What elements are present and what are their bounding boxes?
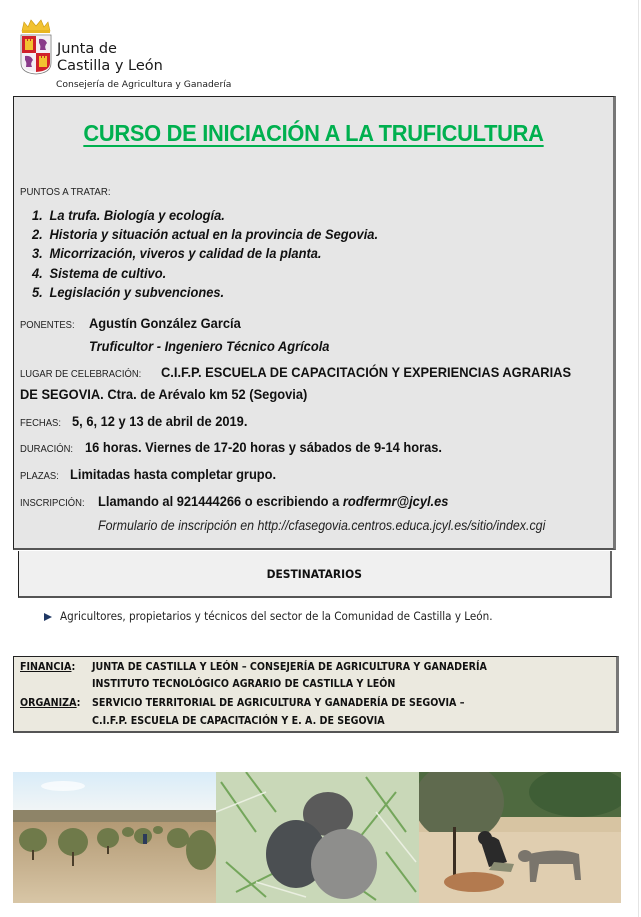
duration-row: [20, 439, 473, 457]
places-label: PLAZAS:: [20, 470, 59, 482]
speaker-role-row: [89, 338, 350, 356]
photo-black-truffles: [216, 772, 419, 903]
registration-row: [20, 493, 479, 511]
venue-row-2: [20, 386, 332, 404]
places-row: [20, 466, 294, 484]
duration-label: DURACIÓN:: [20, 443, 74, 455]
topic-item: 2. Historia y situación actual en la provincia de Segovia.: [32, 226, 379, 243]
registration-label: INSCRIPCIÓN:: [20, 497, 85, 509]
coat-of-arms-icon: [19, 19, 53, 75]
topic-item: 4. Sistema de cultivo.: [32, 264, 167, 281]
organiza-line-1: SERVICIO TERRITORIAL DE AGRICULTURA Y GANADERÍA DE SEGOVIA –: [92, 697, 465, 709]
financia-label: FINANCIA: [20, 661, 72, 673]
speaker-role: Truficultor - Ingeniero Técnico Agrícola: [89, 338, 330, 354]
course-info-box: [13, 96, 616, 550]
triangle-bullet-icon: [44, 613, 52, 621]
department-name: Consejería de Agricultura y Ganadería: [56, 79, 232, 90]
audience-item-text: Agricultores, propietarios y técnicos del sector de la Comunidad de Castilla y León.: [60, 610, 493, 623]
speakers-label: PONENTES:: [20, 319, 75, 331]
truffles-image: [216, 772, 419, 903]
dates-label: FECHAS:: [20, 417, 61, 429]
topics-label: PUNTOS A TRATAR:: [20, 186, 111, 198]
organiza-label: ORGANIZA: [20, 697, 77, 709]
audience-header-box: [18, 551, 612, 598]
venue-line1: C.I.F.P. ESCUELA DE CAPACITACIÓN Y EXPERIENCIAS AGRARIAS: [161, 364, 572, 380]
speakers-row: [20, 315, 254, 333]
financia-line-2: INSTITUTO TECNOLÓGICO AGRARIO DE CASTILLA Y LEÓN: [92, 678, 396, 690]
photo-strip: [13, 772, 621, 903]
topic-item: 1. La trufa. Biología y ecología.: [32, 207, 225, 223]
topic-list: [32, 206, 408, 302]
organiza-line-2: C.I.F.P. ESCUELA DE CAPACITACIÓN Y E. A. DE SEGOVIA: [92, 715, 385, 727]
topic-item: 3. Micorrización, viveros y calidad de la planta.: [32, 245, 322, 262]
photo-truffle-hunter-dog: [419, 772, 621, 903]
financia-row: FINANCIA:: [20, 661, 76, 673]
org-name-line1: Junta de: [57, 41, 117, 57]
funding-box: [13, 656, 619, 733]
hunter-dog-image: [419, 772, 621, 903]
speaker-name: Agustín González García: [89, 315, 241, 331]
course-title: CURSO DE INICIACIÓN A LA TRUFICULTURA: [83, 120, 544, 146]
organiza-row: ORGANIZA:: [20, 697, 81, 709]
registration-value: Llamando al 921444266 o escribiendo a: [98, 493, 344, 509]
org-name: [57, 41, 163, 75]
places-value: Limitadas hasta completar grupo.: [69, 466, 276, 482]
topic-item: 5. Legislación y subvenciones.: [32, 283, 225, 300]
venue-label: LUGAR DE CELEBRACIÓN:: [20, 368, 142, 380]
audience-title: DESTINATARIOS: [266, 566, 363, 581]
duration-value: 16 horas. Viernes de 17-20 horas y sábados de 9-14 horas.: [85, 439, 443, 455]
dates-value: 5, 6, 12 y 13 de abril de 2019.: [71, 413, 248, 429]
plantation-image: [13, 772, 216, 903]
audience-list-item: [44, 610, 525, 623]
registration-form-row: [98, 517, 584, 535]
org-name-line2: Castilla y León: [57, 58, 163, 74]
venue-row: [20, 364, 607, 382]
dates-row: [20, 413, 263, 431]
financia-line-1: JUNTA DE CASTILLA Y LEÓN – CONSEJERÍA DE AGRICULTURA Y GANADERÍA: [92, 661, 487, 673]
venue-line2: DE SEGOVIA. Ctra. de Arévalo km 52 (Segovia): [20, 386, 308, 402]
registration-email-link[interactable]: rodfermr@jcyl.es: [343, 493, 449, 509]
registration-form-link[interactable]: Formulario de inscripción en http://cfasegovia.centros.educa.jcyl.es/sitio/index.cgi: [98, 518, 546, 533]
photo-truffle-plantation: [13, 772, 216, 903]
page-edge: [638, 0, 639, 917]
